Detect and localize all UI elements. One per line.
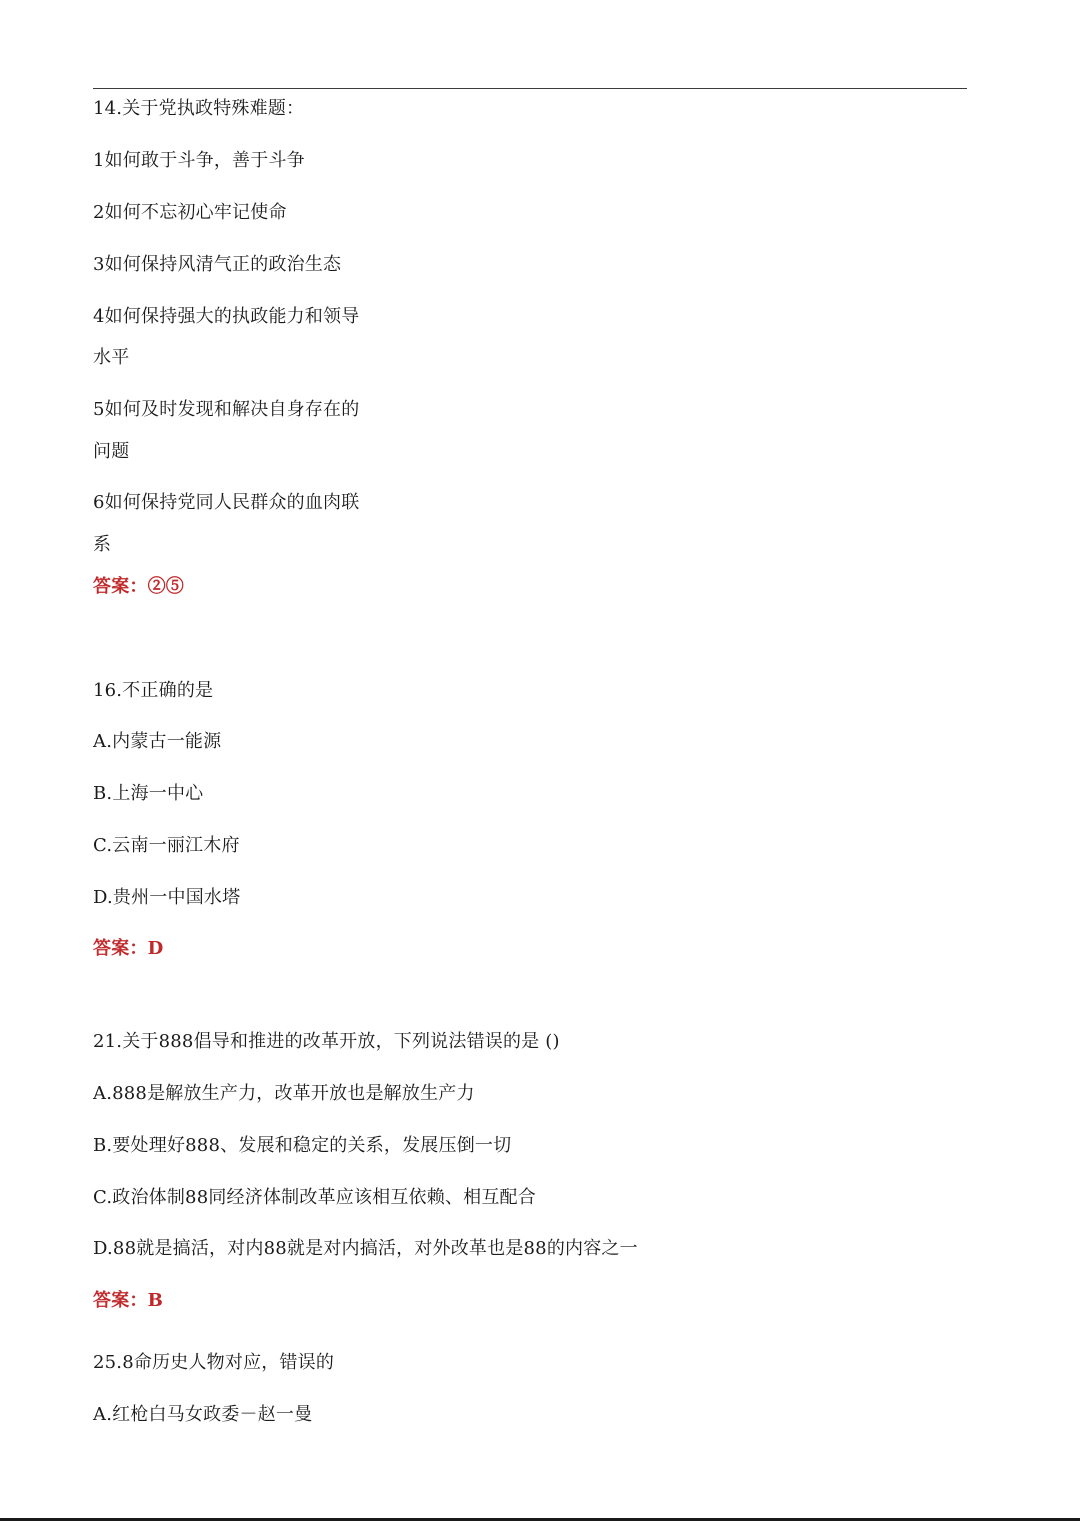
question-title: 16.不正确的是	[93, 680, 214, 701]
option-c: C.云南一丽江木府	[93, 835, 240, 856]
option-d: D.贵州一中国水塔	[93, 887, 241, 908]
answer-label: 答案：②⑤	[93, 576, 184, 597]
answer-label: 答案：D	[93, 938, 164, 959]
option-d: D.88就是搞活，对内88就是对内搞活，对外改革也是88的内容之一	[93, 1238, 638, 1259]
bottom-divider	[0, 1518, 1080, 1521]
option-line: 3如何保持风清气正的政治生态	[93, 254, 342, 275]
option-line: 6如何保持党同人民群众的血肉联	[93, 492, 360, 513]
option-line: 2如何不忘初心牢记使命	[93, 202, 287, 223]
option-line: 1如何敢于斗争，善于斗争	[93, 150, 305, 171]
question-title: 21.关于888倡导和推进的改革开放，下列说法错误的是 ()	[93, 1031, 560, 1052]
option-a: A.888是解放生产力，改革开放也是解放生产力	[93, 1083, 475, 1104]
option-c: C.政治体制88同经济体制改革应该相互依赖、相互配合	[93, 1187, 536, 1208]
option-line-continuation: 水平	[93, 347, 130, 368]
option-a: A.红枪白马女政委－赵一曼	[93, 1404, 313, 1425]
answer-label: 答案：B	[93, 1290, 164, 1311]
question-title: 25.8命历史人物对应，错误的	[93, 1352, 335, 1373]
option-line: 5如何及时发现和解决自身存在的	[93, 399, 360, 420]
option-line: 4如何保持强大的执政能力和领导	[93, 306, 360, 327]
question-title: 14.关于党执政特殊难题：	[93, 98, 305, 119]
option-b: B.要处理好888、发展和稳定的关系，发展压倒一切	[93, 1135, 512, 1156]
option-line-continuation: 系	[93, 534, 112, 555]
top-divider	[93, 88, 967, 89]
option-a: A.内蒙古一能源	[93, 731, 222, 752]
option-line-continuation: 问题	[93, 441, 130, 462]
option-b: B.上海一中心	[93, 783, 204, 804]
